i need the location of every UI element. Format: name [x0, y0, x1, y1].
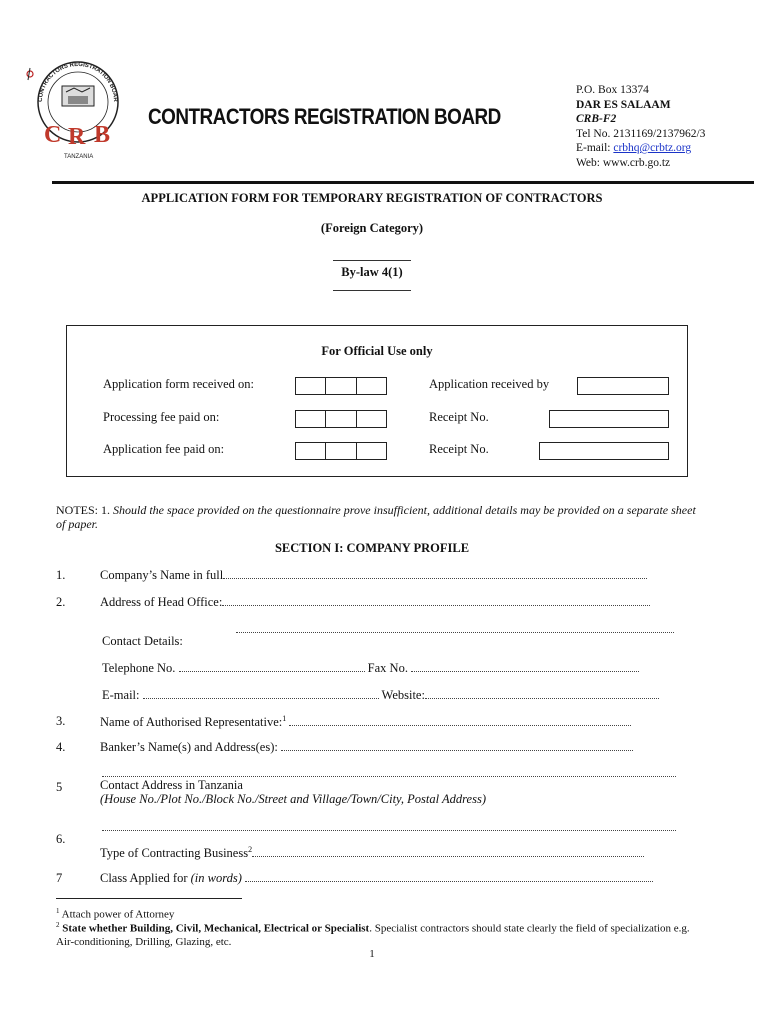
official-use-heading: For Official Use only: [321, 344, 433, 358]
crb-logo: [22, 58, 134, 160]
page-number: 1: [369, 948, 375, 960]
notes-prefix: NOTES: 1.: [56, 503, 113, 517]
notes-text: Should the space provided on the questionnaire prove insufficient, additional details may be provided on a separate sheet of paper.: [56, 503, 696, 531]
class-applied-label: Class Applied for: [100, 871, 191, 885]
authorised-rep-label: Name of Authorised Representative:: [100, 715, 283, 730]
item-7-number: 7: [56, 871, 63, 885]
official-use-box: [66, 325, 688, 477]
item-5-number: 5: [56, 780, 63, 794]
received-by-label: Application received by: [429, 377, 550, 391]
item-3-number: 3.: [56, 714, 66, 728]
company-name-field[interactable]: [223, 568, 647, 579]
item-7-line: [100, 871, 653, 886]
item-2-number: 2.: [56, 595, 66, 609]
footnote-2-number: 2: [56, 921, 60, 929]
fax-label: Fax No.: [367, 661, 408, 675]
application-fee-label: Application fee paid on:: [103, 442, 225, 456]
city: DAR ES SALAAM: [576, 98, 671, 111]
email-website-line: [102, 688, 659, 703]
website-field[interactable]: [425, 688, 659, 699]
contracting-business-field[interactable]: [252, 846, 644, 857]
telephone: Tel No. 2131169/2137962/3: [576, 127, 706, 140]
banker-label: Banker’s Name(s) and Address(es):: [100, 740, 278, 754]
form-subtitle: (Foreign Category): [320, 221, 424, 235]
footnote-rule: [56, 898, 242, 899]
footnote-ref-1: 1: [282, 714, 287, 723]
contact-details-label: Contact Details:: [102, 634, 183, 648]
fax-field[interactable]: [411, 661, 639, 672]
contact-address-field[interactable]: [102, 818, 676, 836]
received-by-box[interactable]: [577, 377, 669, 395]
email-line: [576, 141, 705, 156]
po-box: P.O. Box 13374: [576, 84, 649, 96]
head-office-label: Address of Head Office:: [100, 595, 223, 609]
processing-fee-label: Processing fee paid on:: [103, 410, 220, 424]
bylaw: By-law 4(1): [333, 260, 411, 291]
telephone-label: Telephone No.: [102, 661, 176, 675]
item-4-line: [100, 740, 633, 755]
receipt-no-label-2: Receipt No.: [429, 442, 489, 456]
item-1-number: 1.: [56, 568, 66, 582]
item-5-block: [100, 778, 486, 806]
authorised-rep-field[interactable]: [289, 715, 631, 726]
email-field[interactable]: [143, 688, 379, 699]
website: Web: www.crb.go.tz: [576, 156, 671, 169]
item-6-number: 6.: [56, 832, 66, 846]
email-field-label: E-mail:: [102, 688, 140, 702]
received-on-label: Application form received on:: [103, 377, 254, 391]
application-fee-date-box[interactable]: [295, 442, 387, 460]
received-on-date-box[interactable]: [295, 377, 387, 395]
header-rule: [52, 181, 754, 184]
contact-address-label: Contact Address in Tanzania: [100, 778, 243, 792]
receipt-no-box-1[interactable]: [549, 410, 669, 428]
item-6-line: [100, 845, 644, 861]
banker-field[interactable]: [281, 740, 633, 751]
company-name-label: Company’s Name in full: [100, 568, 224, 582]
section-heading: SECTION I: COMPANY PROFILE: [274, 541, 470, 555]
contact-address-sublabel: (House No./Plot No./Block No./Street and Village/Town/City, Postal Address): [100, 792, 486, 806]
svg-text:TANZANIA: TANZANIA: [64, 154, 94, 160]
website-label: Website:: [381, 688, 425, 702]
receipt-no-label-1: Receipt No.: [429, 410, 489, 424]
form-code: CRB-F2: [576, 113, 617, 125]
class-applied-field[interactable]: [245, 871, 653, 882]
item-2-line: [100, 595, 650, 610]
email-label: E-mail:: [576, 142, 614, 154]
item-4-number: 4.: [56, 740, 66, 754]
board-address: [576, 83, 705, 170]
processing-fee-date-box[interactable]: [295, 410, 387, 428]
head-office-field-2[interactable]: [236, 620, 674, 638]
email-link[interactable]: crbhq@crbtz.org: [613, 142, 692, 154]
telephone-line: [102, 661, 639, 676]
footnote-2-bold: State whether Building, Civil, Mechanical, Electrical or Specialist: [62, 922, 370, 935]
footnote-2: [56, 919, 696, 949]
item-1-line: [100, 568, 647, 583]
receipt-no-box-2[interactable]: [539, 442, 669, 460]
logo-letters: C: [44, 122, 62, 148]
contracting-business-label: Type of Contracting Business: [100, 846, 249, 861]
item-3-line: [100, 714, 631, 730]
form-title: APPLICATION FORM FOR TEMPORARY REGISTRATION OF CONTRACTORS: [141, 191, 603, 205]
notes: [56, 503, 696, 531]
svg-text:R: R: [68, 124, 86, 150]
svg-text:CONTRACTORS REGISTRATION BOARD: CONTRACTORS REGISTRATION BOAR: [37, 61, 119, 103]
footnote-2-text: . Specialist contractors should state clearly the field of specialization e.g. Air-conditioning, Drilling, Glazing, etc.: [56, 922, 690, 948]
board-title: CONTRACTORS REGISTRATION BOARD: [148, 104, 501, 129]
telephone-field[interactable]: [179, 661, 365, 672]
svg-text:B: B: [94, 122, 111, 148]
head-office-field[interactable]: [222, 595, 650, 606]
footnote-1-number: 1: [56, 907, 60, 915]
footnote-ref-2: 2: [248, 845, 253, 854]
footnote-1-text: Attach power of Attorney: [61, 908, 175, 921]
class-applied-italic: (in words): [190, 871, 242, 885]
